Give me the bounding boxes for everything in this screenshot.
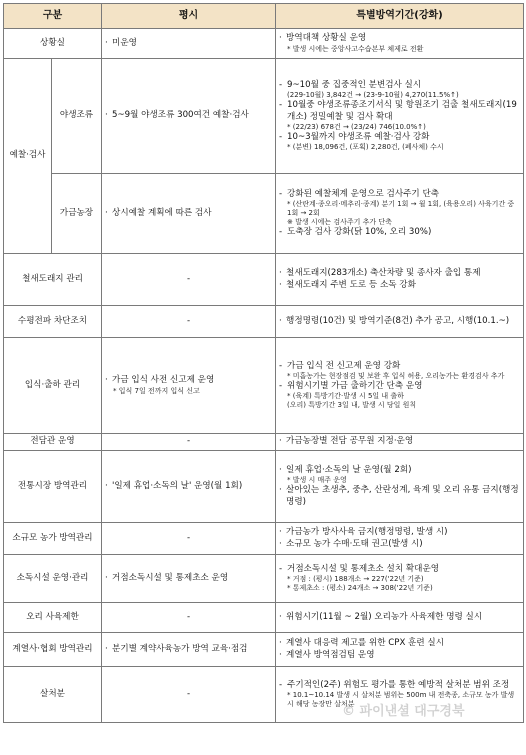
special-wild-2: - 10월중 야생조류종조기서식 및 항원조기 검출 철새도래지(19개소) 정밀예찰 및 검사 확대 xyxy=(279,100,520,122)
special-wild-1: - 9~10월 중 집중적인 분변검사 실시 xyxy=(279,80,520,91)
normal-inout-text: · 가금 입식 사전 신고제 운영 xyxy=(105,375,272,386)
normal-culling: - xyxy=(102,667,276,723)
watermark: © 파이낸셜 대구경북 xyxy=(342,704,465,719)
special-disinfect-1-note: * 거점 : (평시) 188개소 → 227('22년 기준) xyxy=(287,575,424,584)
normal-disinfect-text: · 거점소독시설 및 통제초소 운영 xyxy=(105,573,272,584)
header-normal: 평시 xyxy=(102,4,276,29)
special-duck-1: · 위험시기(11월 ~ 2월) 오리농가 사육제한 명령 실시 xyxy=(279,612,520,623)
special-poultry-1-note: * (산란계·종오리·메추리·종계) 분기 1회 → 월 1회, (육용오리) 사육기간 중 1회 → 2회 xyxy=(287,200,515,217)
label-disinfect: 소독시설 운영·관리 xyxy=(4,555,102,603)
special-disinfect xyxy=(276,555,524,603)
special-wild-3: - 10~3월까지 야생조류 예찰·검사 강화 xyxy=(279,132,520,143)
normal-company-text: · 분기별 계약사육농가 방역 교육·점검 xyxy=(105,644,272,655)
header-row xyxy=(4,4,524,29)
special-wild-3-note: * (분변) 18,096건, (포획) 2,280건, (폐사체) 수시 xyxy=(287,142,444,151)
header-category: 구분 xyxy=(4,4,102,29)
row-market xyxy=(4,451,524,523)
normal-situation-text: · 미운영 xyxy=(105,38,272,49)
label-spread: 수평전파 차단조치 xyxy=(4,306,102,338)
label-market: 전통시장 방역관리 xyxy=(4,451,102,523)
row-birds-reg xyxy=(4,254,524,306)
label-forecast: 예찰·검사 xyxy=(4,59,52,254)
special-situation-1: · 방역대책 상황실 운영 xyxy=(279,33,520,44)
row-disinfect xyxy=(4,555,524,603)
special-company-2: · 계열사 방역점검팀 운영 xyxy=(279,650,520,661)
label-company: 계열사·협회 방역관리 xyxy=(4,633,102,667)
normal-wild-birds xyxy=(102,59,276,174)
header-special: 특별방역기간(강화) xyxy=(276,4,524,29)
normal-market xyxy=(102,451,276,523)
special-spread-1: · 행정명령(10건) 및 방역기준(8건) 추가 공고, 시행(10.1.~) xyxy=(279,316,520,327)
special-inout xyxy=(276,338,524,434)
special-culling-1-note: * 10.1~10.14 발생 시 살처분 범위는 500m 내 전축종, 소규모 농가 발생 시 해당 농장만 살처분 xyxy=(287,691,515,709)
normal-situation xyxy=(102,29,276,59)
special-market-2: · 살아있는 초생추, 중추, 산란성계, 육계 및 오리 유통 금지(행정명령) xyxy=(279,485,520,507)
special-poultry-farm xyxy=(276,174,524,254)
quarantine-comparison-table xyxy=(3,3,524,723)
special-small-1: · 가금농가 방사사육 금지(행정명령, 발생 시) xyxy=(279,527,520,538)
special-wild-1-note: (229-10월) 3,842건 → (23-9-10월) 4,270(11.5%↑) xyxy=(287,91,459,100)
special-inout-1-note: * 미흡농가는 현장점검 및 보완 후 입식 허용, 오리농가는 환경검사 추가 xyxy=(287,372,505,380)
special-market-1-note: * 발생 시 매주 운영 xyxy=(287,476,347,485)
label-officer: 전담관 운영 xyxy=(4,434,102,451)
special-officer xyxy=(276,434,524,451)
special-spread xyxy=(276,306,524,338)
special-market-1: · 일제 휴업·소독의 날 운영(월 2회) xyxy=(279,465,520,476)
special-officer-1: · 가금농장별 전담 공무원 지정·운영 xyxy=(279,436,520,447)
label-small: 소규모 농가 방역관리 xyxy=(4,523,102,555)
special-small xyxy=(276,523,524,555)
row-officer xyxy=(4,434,524,451)
normal-small: - xyxy=(102,523,276,555)
normal-inout-note: * 입식 7일 전까지 입식 신고 xyxy=(113,386,200,395)
special-inout-2-note: * (육계) 특방기간·발생 시 5일 내 출하 xyxy=(287,392,404,401)
label-birds-reg: 철새도래지 관리 xyxy=(4,254,102,306)
special-inout-2-note2: (오리) 특방기간 3일 내, 발생 시 당일 원칙 xyxy=(287,401,417,410)
special-small-2: · 소규모 농가 수매·도태 권고(발생 시) xyxy=(279,539,520,550)
special-company-1: · 계열사 대응력 제고를 위한 CPX 훈련 실시 xyxy=(279,638,520,649)
special-duck xyxy=(276,603,524,633)
normal-inout xyxy=(102,338,276,434)
normal-wild-birds-text: · 5~9월 야생조류 300여건 예찰·검사 xyxy=(105,110,272,121)
normal-market-text: · '일제 휴업·소독의 날' 운영(월 1회) xyxy=(105,481,272,492)
normal-duck: - xyxy=(102,603,276,633)
row-small xyxy=(4,523,524,555)
label-culling: 살처분 xyxy=(4,667,102,723)
normal-poultry-farm-text: · 상시예찰 계획에 따른 검사 xyxy=(105,208,272,219)
label-inout: 입식·출하 관리 xyxy=(4,338,102,434)
row-company xyxy=(4,633,524,667)
special-culling-1: - 주기적인(2주) 위험도 평가를 통한 예방적 살처분 범위 조정 xyxy=(279,680,520,691)
row-wild-birds xyxy=(4,59,524,174)
special-disinfect-1-note2: * 통제초소 : (평소) 24개소 → 308('22년 기준) xyxy=(287,584,433,593)
special-wild-birds xyxy=(276,59,524,174)
special-birds-reg-1: · 철새도래지(283개소) 축산차량 및 종사자 출입 통제 xyxy=(279,268,520,279)
row-duck xyxy=(4,603,524,633)
special-disinfect-1: - 거점소독시설 및 통제초소 설치 확대운영 xyxy=(279,564,520,575)
label-duck: 오리 사육제한 xyxy=(4,603,102,633)
normal-birds-reg: - xyxy=(102,254,276,306)
special-situation-note: * 발생 시에는 중앙사고수습본부 체제로 전환 xyxy=(287,44,424,53)
special-inout-1: - 가금 입식 전 신고제 운영 강화 xyxy=(279,361,520,372)
special-wild-2-note: * (22/23) 678건 → (23/24) 746(10.0%↑) xyxy=(287,122,426,131)
row-spread xyxy=(4,306,524,338)
row-inout xyxy=(4,338,524,434)
special-poultry-1-note2: ※ 발생 시에는 검사주기 추가 단축 xyxy=(287,218,392,226)
normal-spread: - xyxy=(102,306,276,338)
special-birds-reg xyxy=(276,254,524,306)
special-poultry-2: - 도축장 검사 강화(닭 10%, 오리 30%) xyxy=(279,227,520,238)
label-situation: 상황실 xyxy=(4,29,102,59)
special-inout-2: - 위험시기별 가금 출하기간 단축 운영 xyxy=(279,381,520,392)
label-poultry-farm: 가금농장 xyxy=(52,174,102,254)
normal-disinfect xyxy=(102,555,276,603)
label-wild-birds: 야생조류 xyxy=(52,59,102,174)
normal-officer: - xyxy=(102,434,276,451)
row-poultry-farm xyxy=(4,174,524,254)
row-situation xyxy=(4,29,524,59)
special-poultry-1: - 강화된 예찰체계 운영으로 검사주기 단축 xyxy=(279,189,520,200)
special-situation xyxy=(276,29,524,59)
special-birds-reg-2: · 철새도래지 주변 도로 등 소독 강화 xyxy=(279,280,520,291)
special-company xyxy=(276,633,524,667)
special-market xyxy=(276,451,524,523)
normal-company xyxy=(102,633,276,667)
normal-poultry-farm xyxy=(102,174,276,254)
